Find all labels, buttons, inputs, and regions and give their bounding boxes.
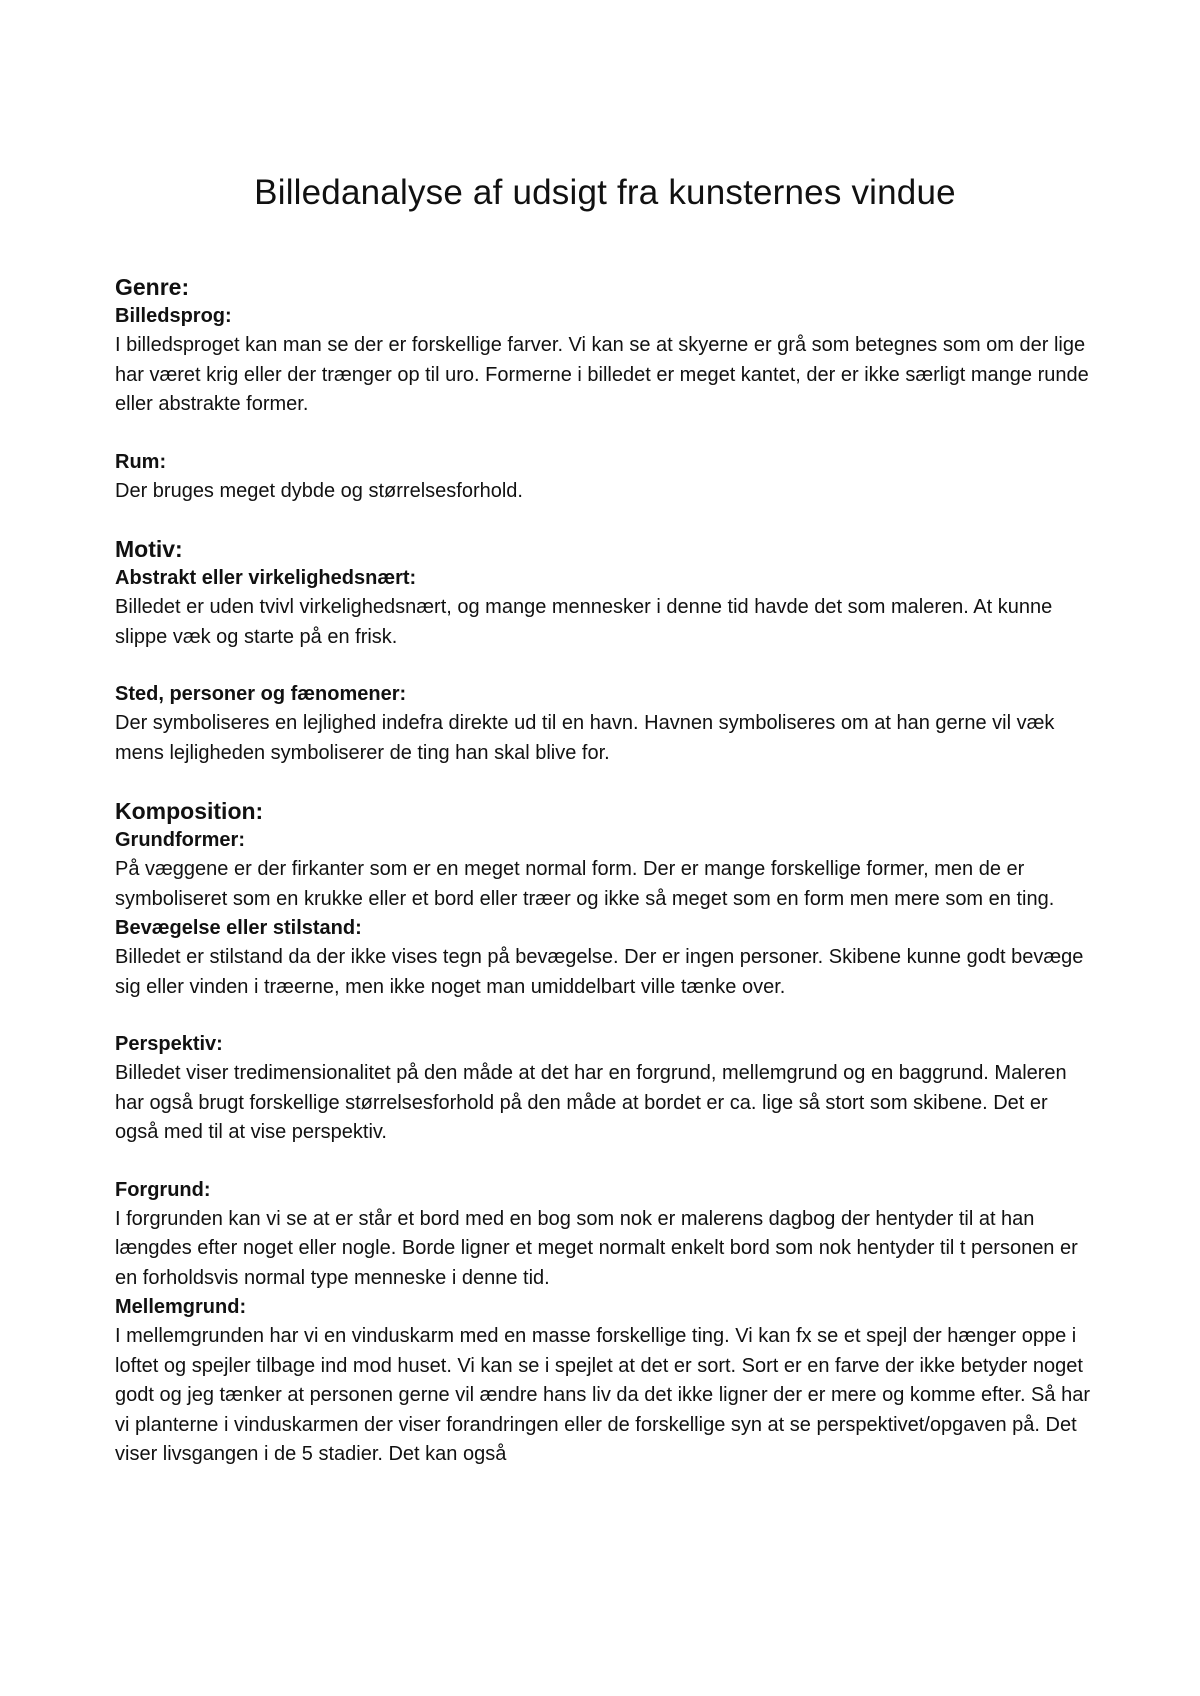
paragraph-perspektiv: Billedet viser tredimensionalitet på den måde at det har en forgrund, mellemgrund og en baggrund. Maleren har også brugt forskellige størrelsesforhold på den måde at bordet er ca. lige så stort som skibene. Det er også med til at vise perspektiv. [115,1062,1067,1143]
paragraph-grundformer: På væggene er der firkanter som er en meget normal form. Der er mange forskellige former, men de er symboliseret som en krukke eller et bord eller træer og ikke så meget som en form men mere som en ting. [115,858,1055,910]
paragraph-forgrund: I forgrunden kan vi se at er står et bord med en bog som nok er malerens dagbog der hentyder til at han længdes efter noget eller nogle. Borde ligner et meget normalt enkelt bord som nok hentyder til t personen er en forholdsvis normal type menneske i denne tid. [115,1207,1078,1289]
section-heading-komposition: Komposition: [115,798,264,824]
paragraph-rum: Der bruges meget dybde og størrelsesforhold. [115,479,523,502]
paragraph-bevaegelse: Billedet er stilstand da der ikke vises tegn på bevægelse. Der er ingen personer. Skibene kunne godt bevæge sig eller vinden i træerne, men ikke noget man umiddelbart ville tænke over. [115,946,1084,998]
subheading-forgrund: Forgrund: [115,1178,211,1201]
subheading-sted: Sted, personer og fænomener: [115,683,407,705]
paragraph-sted: Der symboliseres en lejlighed indefra direkte ud til en havn. Havnen symboliseres om at han gerne vil væk mens lejligheden symboliserer de ting han skal blive for. [115,712,1055,764]
document-body [115,170,1095,1470]
subheading-rum: Rum: [115,450,167,473]
paragraph-mellemgrund: I mellemgrunden har vi en vinduskarm med en masse forskellige ting. Vi kan fx se et spejl der hænger oppe i loftet og spejler tilbage ind mod huset. Vi kan se i spejlet at det er sort. Sort er en farve der ikke betyder noget godt og jeg tænker at personen gerne vil ændre hans liv da det ikke ligner der er mere og komme efter. Så har vi planterne i vinduskarmen der viser forandringen eller de forskellige syn at se perspektivet/opgaven på. Det viser livsgangen i de 5 stadier. Det kan også [115,1325,1090,1465]
subheading-mellemgrund: Mellemgrund: [115,1296,247,1318]
paragraph-abstrakt: Billedet er uden tvivl virkelighedsnært, og mange mennesker i denne tid havde det som maleren. At kunne slippe væk og starte på en frisk. [115,596,1053,648]
subheading-grundformer: Grundformer: [115,829,245,851]
subheading-perspektiv: Perspektiv: [115,1033,223,1055]
paragraph-billedsprog: I billedsproget kan man se der er forskellige farver. Vi kan se at skyerne er grå som betegnes som om der lige har været krig eller der trænger op til uro. Formerne i billedet er meget kantet, der er ikke særligt mange runde eller abstrakte former. [115,334,1089,415]
section-heading-genre: Genre: [115,274,190,300]
page-title: Billedanalyse af udsigt fra kunsternes vindue [254,173,956,212]
section-heading-motiv: Motiv: [115,536,183,562]
subheading-bevaegelse: Bevægelse eller stilstand: [115,917,362,939]
subheading-billedsprog: Billedsprog: [115,305,232,327]
subheading-abstrakt: Abstrakt eller virkelighedsnært: [115,567,417,589]
